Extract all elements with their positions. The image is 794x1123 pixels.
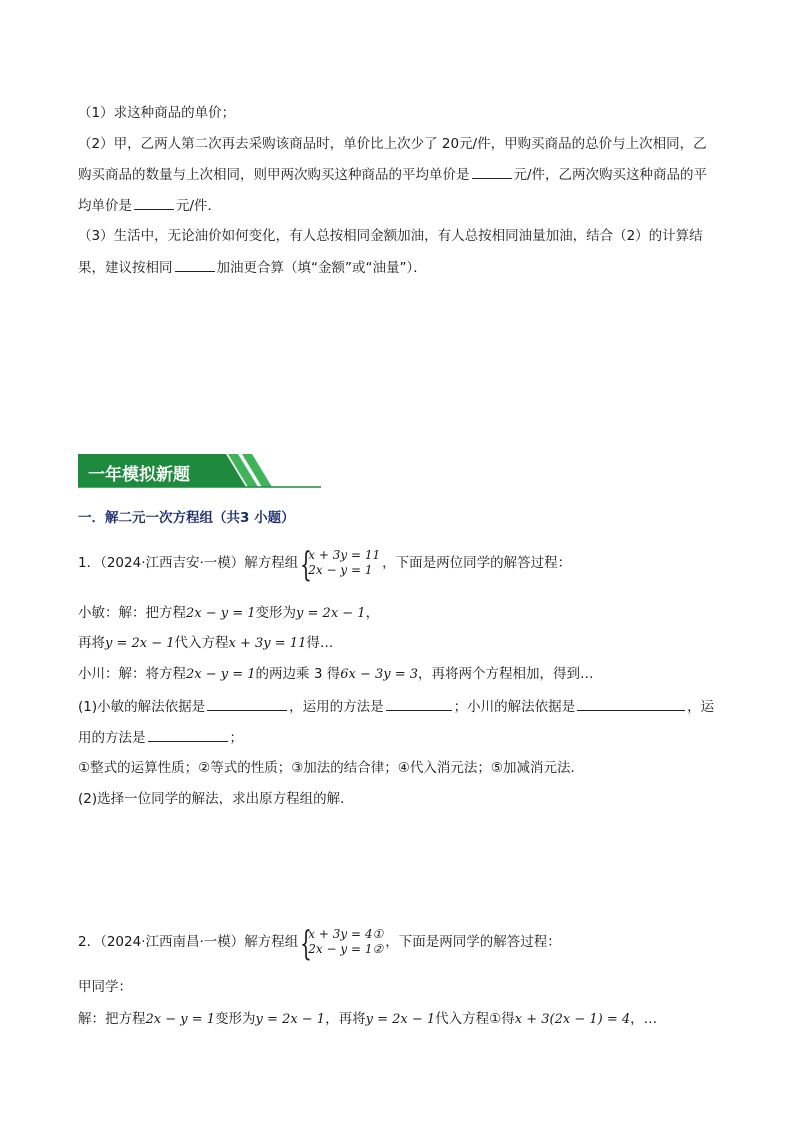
text: ，运 — [687, 699, 715, 715]
answer-blank — [577, 696, 685, 711]
answer-blank — [175, 257, 215, 272]
text: ； — [229, 730, 243, 746]
math: x + 3(2x − 1) = 4 — [514, 1012, 631, 1027]
math: y = 2x − 1 — [296, 606, 366, 621]
q1-text: （1）求这种商品的单价； — [78, 105, 236, 121]
text: (1)小敏的解法依据是 — [78, 699, 206, 715]
text: 用的方法是 — [78, 730, 146, 746]
p1-lead: 1．（2024·江西吉安·一模）解方程组 — [78, 555, 299, 571]
p2-equation-system — [300, 924, 384, 964]
p1-eq1: x + 3y = 11 — [308, 548, 381, 562]
math: x + 3y = 11 — [228, 636, 307, 651]
q3-line2-a: 果，建议按相同 — [78, 260, 173, 276]
math: y = 2x − 1 — [105, 636, 175, 651]
text: ，再将 — [325, 1011, 366, 1027]
q2-line1: （2）甲，乙两人第二次再去采购该商品时，单价比上次少了 20元/件，甲购买商品的总价与上次相同，乙 — [78, 136, 707, 152]
math: y = 2x − 1 — [255, 1012, 326, 1027]
math: 6x − 3y = 3 — [340, 667, 419, 682]
jia-solution — [78, 1009, 657, 1030]
text: 变形为 — [215, 1011, 256, 1027]
text: ， — [365, 605, 380, 621]
xiaochuan-line — [78, 664, 594, 685]
p1-equation-system — [300, 545, 381, 585]
p1-tail: ，下面是两位同学的解答过程： — [382, 555, 572, 571]
text: 小敏：解：把方程 — [78, 605, 186, 621]
xiaomin-line2 — [78, 633, 333, 654]
text: 得… — [306, 635, 334, 651]
text: 解：把方程 — [78, 1011, 146, 1027]
text: ，运用的方法是 — [289, 699, 384, 715]
section-title: 一．解二元一次方程组（共3 小题） — [78, 510, 295, 526]
p1-sub1-line2 — [78, 727, 243, 748]
text: 再将 — [78, 635, 105, 651]
brace-icon: { — [300, 545, 313, 585]
math: 2x − y = 1 — [145, 1012, 216, 1027]
p1-eq2: 2x − y = 1 — [308, 563, 373, 577]
q3-line2 — [78, 257, 427, 278]
text: ，… — [630, 1011, 658, 1027]
p1-sub2: (2)选择一位同学的解法，求出原方程组的解． — [78, 791, 354, 807]
p2-eq2: 2x − y = 1② — [308, 942, 384, 956]
math: 2x − y = 1 — [186, 667, 256, 682]
math: 2x − y = 1 — [186, 606, 256, 621]
q2-line3-b: 元/件． — [176, 198, 222, 214]
answer-blank — [472, 164, 512, 179]
text: 小川：解：将方程 — [78, 666, 186, 682]
q2-line2-a: 购买商品的数量与上次相同，则甲两次购买这种商品的平均单价是 — [78, 167, 470, 183]
p2-eq1: x + 3y = 4① — [308, 927, 384, 941]
q2-line2-b: 元/件，乙两次购买这种商品的平 — [513, 167, 708, 183]
answer-blank — [148, 727, 228, 742]
math: y = 2x − 1 — [365, 1012, 436, 1027]
p2-statement — [78, 924, 561, 964]
text: ；小川的解法依据是 — [453, 699, 576, 715]
jia-label: 甲同学： — [78, 979, 132, 995]
q2-line2 — [78, 164, 707, 185]
p2-lead: 2．（2024·江西南昌·一模）解方程组 — [78, 934, 299, 950]
q3-line1: （3）生活中，无论油价如何变化，有人总按相同金额加油，有人总按相同油量加油，结合（2）的计算结 — [78, 228, 703, 244]
answer-blank — [386, 696, 452, 711]
answer-blank — [207, 696, 287, 711]
banner-title: 一年模拟新题 — [88, 465, 190, 485]
p1-sub1-line1 — [78, 696, 714, 717]
text: ，再将两个方程相加，得到… — [418, 666, 594, 682]
p1-options: ①整式的运算性质；②等式的性质；③加法的结合律；④代入消元法；⑤加减消元法． — [78, 760, 585, 776]
text: 代入方程 — [174, 635, 229, 651]
q2-line3-a: 均单价是 — [78, 198, 132, 214]
text: 变形为 — [255, 605, 297, 621]
section-banner — [78, 454, 321, 488]
q3-line2-b: 加油更合算（填“金额”或“油量”）． — [216, 260, 427, 276]
brace-icon: { — [300, 924, 313, 964]
text: 代入方程①得 — [435, 1011, 515, 1027]
answer-blank — [134, 195, 174, 210]
p1-statement — [78, 545, 572, 585]
text: 的两边乘 3 得 — [255, 666, 341, 682]
q2-line3 — [78, 195, 221, 216]
xiaomin-line1 — [78, 603, 379, 624]
p2-tail: ，下面是两同学的解答过程： — [385, 934, 561, 950]
